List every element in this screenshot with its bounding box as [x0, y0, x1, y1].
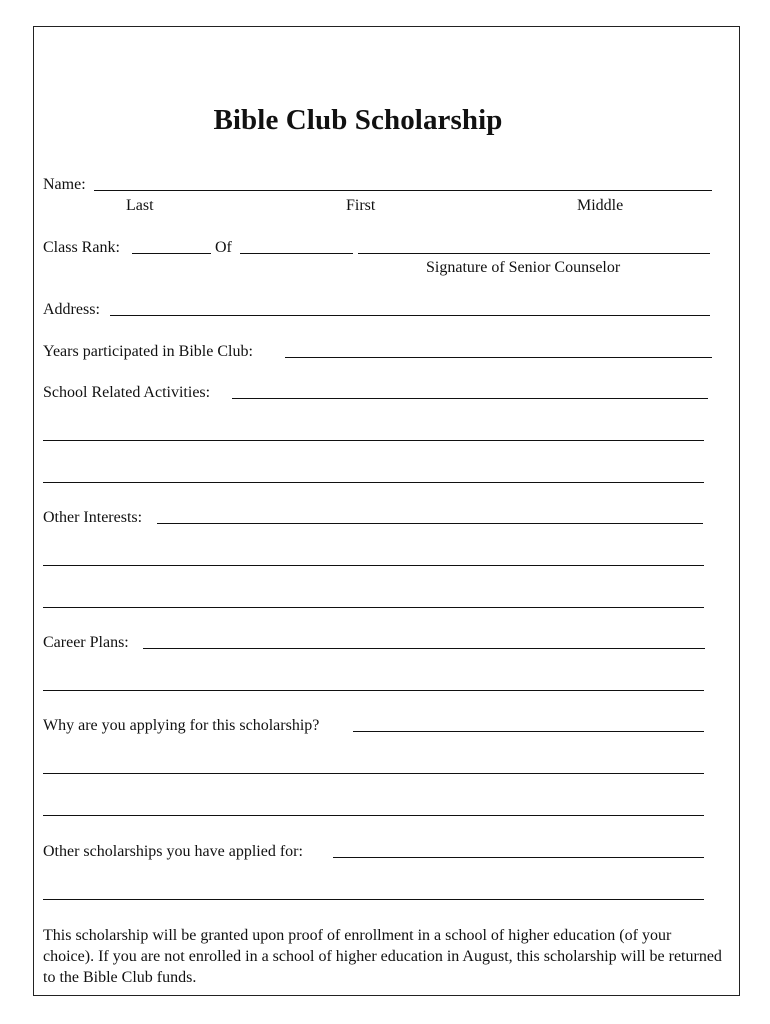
name-middle-caption: Middle: [577, 197, 624, 214]
of-label: Of: [215, 239, 232, 256]
name-last-caption: Last: [126, 197, 154, 214]
career-label: Career Plans:: [43, 634, 129, 651]
class-rank-label: Class Rank:: [43, 239, 120, 256]
interests-line-2[interactable]: [43, 565, 704, 566]
interests-line-3[interactable]: [43, 607, 704, 608]
form-title: Bible Club Scholarship: [213, 104, 503, 136]
name-first-caption: First: [346, 197, 376, 214]
class-rank-field[interactable]: [132, 253, 211, 254]
enrollment-notice: This scholarship will be granted upon proof of enrollment in a school of higher education (of your choice). If you are not enrolled in a school of higher education in August, this scholarship will be returned to the Bible Club funds.: [43, 927, 722, 986]
activities-field[interactable]: [232, 398, 708, 399]
class-size-field[interactable]: [240, 253, 353, 254]
why-line-3[interactable]: [43, 815, 704, 816]
other-scholarships-field[interactable]: [333, 857, 704, 858]
other-scholarships-line-2[interactable]: [43, 899, 704, 900]
years-label: Years participated in Bible Club:: [43, 343, 253, 360]
career-field[interactable]: [143, 648, 705, 649]
interests-label: Other Interests:: [43, 509, 143, 526]
interests-field[interactable]: [157, 523, 703, 524]
years-field[interactable]: [285, 357, 712, 358]
address-field[interactable]: [110, 315, 710, 316]
why-label: Why are you applying for this scholarship?: [43, 717, 320, 734]
career-line-2[interactable]: [43, 690, 704, 691]
activities-label: School Related Activities:: [43, 384, 211, 401]
activities-line-2[interactable]: [43, 440, 704, 441]
other-scholarships-label: Other scholarships you have applied for:: [43, 843, 303, 860]
name-label: Name:: [43, 176, 86, 193]
counselor-signature-field[interactable]: [358, 253, 710, 254]
why-field[interactable]: [353, 731, 704, 732]
name-field[interactable]: [94, 190, 712, 191]
activities-line-3[interactable]: [43, 482, 704, 483]
address-label: Address:: [43, 301, 100, 318]
why-line-2[interactable]: [43, 773, 704, 774]
signature-caption: Signature of Senior Counselor: [426, 259, 621, 276]
